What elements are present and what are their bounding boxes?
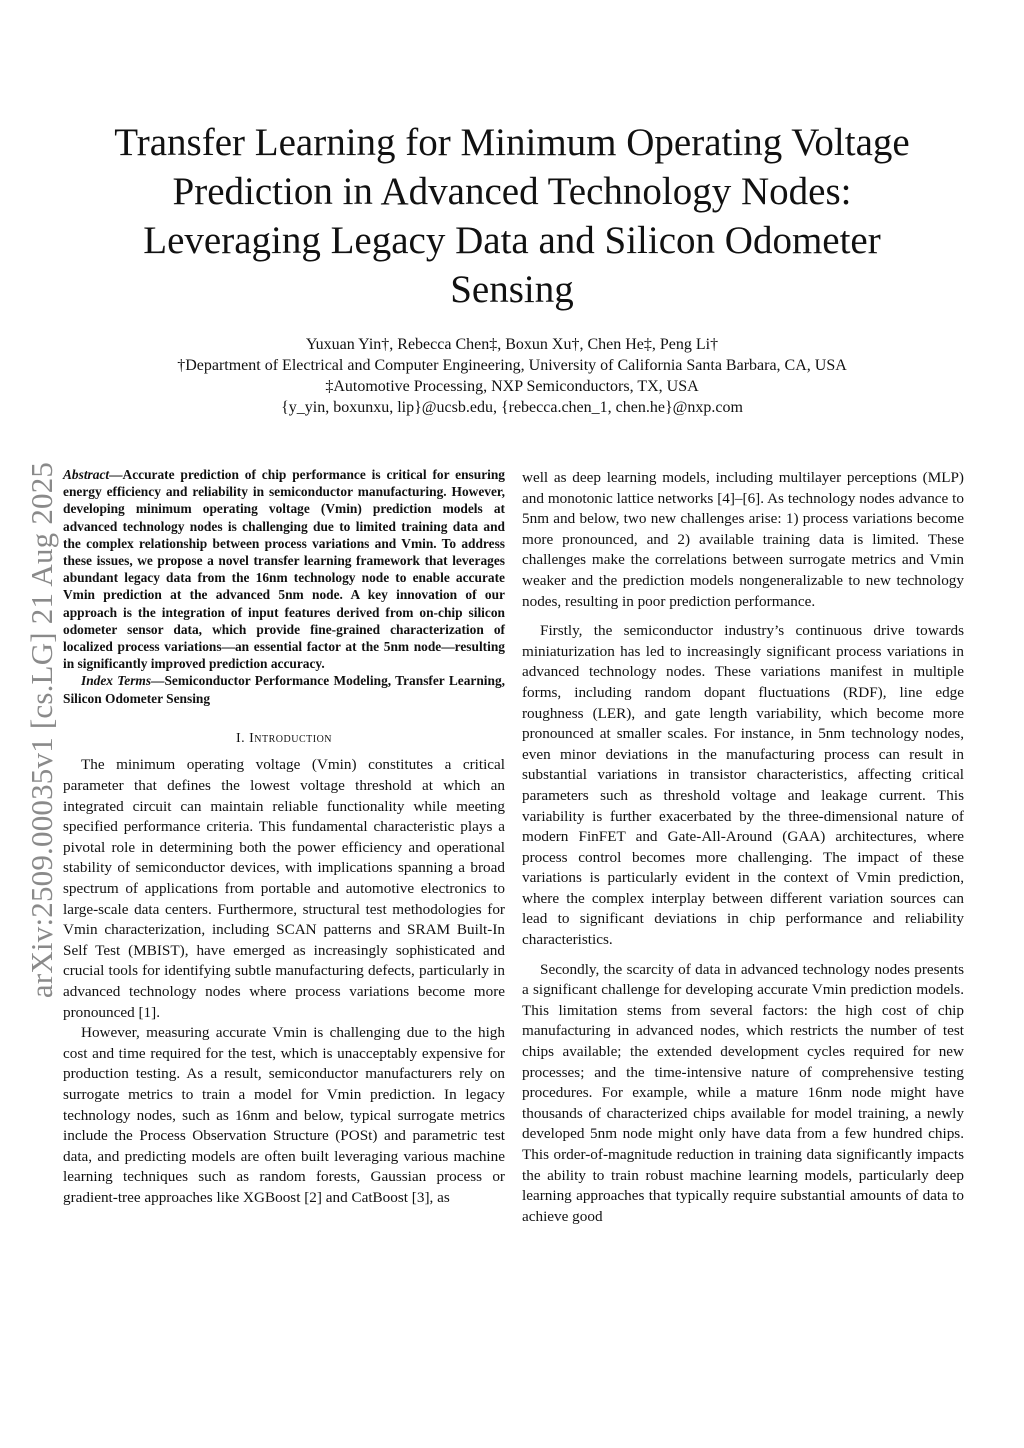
title-line: Leveraging Legacy Data and Silicon Odometer xyxy=(143,219,881,262)
author-emails: {y_yin, boxunxu, lip}@ucsb.edu, {rebecca.chen_1, chen.he}@nxp.com xyxy=(281,399,743,416)
index-terms-text: —Semiconductor Performance Modeling, Transfer Learning, Silicon Odometer Sensing xyxy=(63,673,505,706)
author-block xyxy=(60,334,964,418)
intro-paragraph: well as deep learning models, including multilayer perceptions (MLP) and monotonic lattice networks [4]–[6]. As technology nodes advance to 5nm and below, two new challenges arise: 1) process variations become more pronounced, and 2) available training data is limited. These challenges make the correlations between surrogate metrics and Vmin weaker and the prediction models nongeneralizable to new technology nodes, resulting in poor prediction performance. xyxy=(522,469,964,610)
abstract-label: Abstract xyxy=(63,467,110,482)
title-line: Transfer Learning for Minimum Operating Voltage xyxy=(114,121,910,164)
intro-paragraph: However, measuring accurate Vmin is challenging due to the high cost and time required for the test, which is unacceptably expensive for production testing. As a result, semiconductor manufacturers rely on surrogate metrics to train a model for Vmin prediction. In legacy technology nodes, such as 16nm and below, typical surrogate metrics include the Process Observation Structure (POSt) and parametric test data, and predicting models are often built leveraging various machine learning techniques such as random forests, Gaussian process or gradient-tree approaches like XGBoost [2] and CatBoost [3], as xyxy=(63,1024,505,1206)
left-column xyxy=(63,466,505,1209)
arxiv-stamp-text: arXiv:2509.00035v1 [cs.LG] 21 Aug 2025 xyxy=(24,461,59,999)
paper-title xyxy=(60,118,964,314)
intro-paragraph: Firstly, the semiconductor industry’s continuous drive towards miniaturization has led to increasingly significant process variations in advanced technology nodes. These variations manifest in multiple forms, including random dopant fluctuations (RDF), line edge roughness (LER), and gate length variability, which become more pronounced at smaller scales. For instance, in 5nm technology nodes, even minor deviations in the manufacturing process can result in substantial variations in transistor characteristics, affecting critical parameters such as threshold voltage and leakage current. This variability is further exacerbated by the three-dimensional nature of modern FinFET and Gate-All-Around (GAA) architectures, where process control becomes more challenging. The impact of these variations is particularly evident in the context of Vmin prediction, where the complex interplay between different variation sources can lead to significant deviations in chip performance and reliability characteristics. xyxy=(522,622,964,949)
title-line: Sensing xyxy=(450,268,574,311)
arxiv-identifier-stamp xyxy=(18,420,66,1040)
affiliation-ucsb: †Department of Electrical and Computer Engineering, University of California Santa Barbara, CA, USA xyxy=(177,357,847,374)
abstract-text: —Accurate prediction of chip performance is critical for ensuring energy efficiency and reliability in semiconductor manufacturing. However, developing minimum operating voltage (Vmin) prediction models at advanced technology nodes is challenging due to limited training data and the complex relationship between process variations and Vmin. To address these issues, we propose a novel transfer learning framework that leverages abundant legacy data from the 16nm technology node to enable accurate Vmin prediction at the advanced 5nm node. A key innovation of our approach is the integration of input features derived from on-chip silicon odometer sensor data, which provide fine-grained characterization of localized process variations—an essential factor at the 5nm node—resulting in significantly improved prediction accuracy. xyxy=(63,467,505,672)
intro-paragraph: The minimum operating voltage (Vmin) constitutes a critical parameter that defines the lowest voltage threshold at which an integrated circuit can maintain reliable functionality while meeting specified performance criteria. This fundamental characteristic plays a pivotal role in determining both the power efficiency and operational stability of semiconductor devices, with implications spanning a broad spectrum of applications from portable and automotive electronics to large-scale data centers. Furthermore, structural test methodologies for Vmin characterization, including SCAN patterns and SRAM Built-In Self Test (MBIST), have emerged as increasingly sophisticated and crucial tools for identifying subtle manufacturing defects, particularly in advanced technology nodes where process variations become more pronounced [1]. xyxy=(63,756,505,1021)
affiliation-nxp: ‡Automotive Processing, NXP Semiconductors, TX, USA xyxy=(325,378,699,395)
right-column xyxy=(522,468,964,1236)
title-line: Prediction in Advanced Technology Nodes: xyxy=(172,170,852,213)
index-terms-label: Index Terms xyxy=(81,673,152,689)
index-terms xyxy=(63,672,505,706)
author-names: Yuxuan Yin†, Rebecca Chen‡, Boxun Xu†, Chen He‡, Peng Li† xyxy=(305,336,719,353)
section-heading-introduction: I. Introduction xyxy=(235,730,333,746)
intro-paragraph: Secondly, the scarcity of data in advanced technology nodes presents a significant challenge for developing accurate Vmin prediction models. This limitation stems from several factors: the high cost of chip manufacturing in advanced nodes, which restricts the number of test chips available; the extended development cycles required for new processes; and the time-intensive nature of comprehensive testing procedures. For example, while a mature 16nm node might have thousands of characterized chips available for model training, a newly developed 5nm node might only have data from a few hundred chips. This order-of-magnitude reduction in training data significantly impacts the ability to train robust machine learning models, particularly deep learning approaches that typically require substantial amounts of data to achieve good xyxy=(522,960,964,1225)
abstract xyxy=(63,466,505,672)
